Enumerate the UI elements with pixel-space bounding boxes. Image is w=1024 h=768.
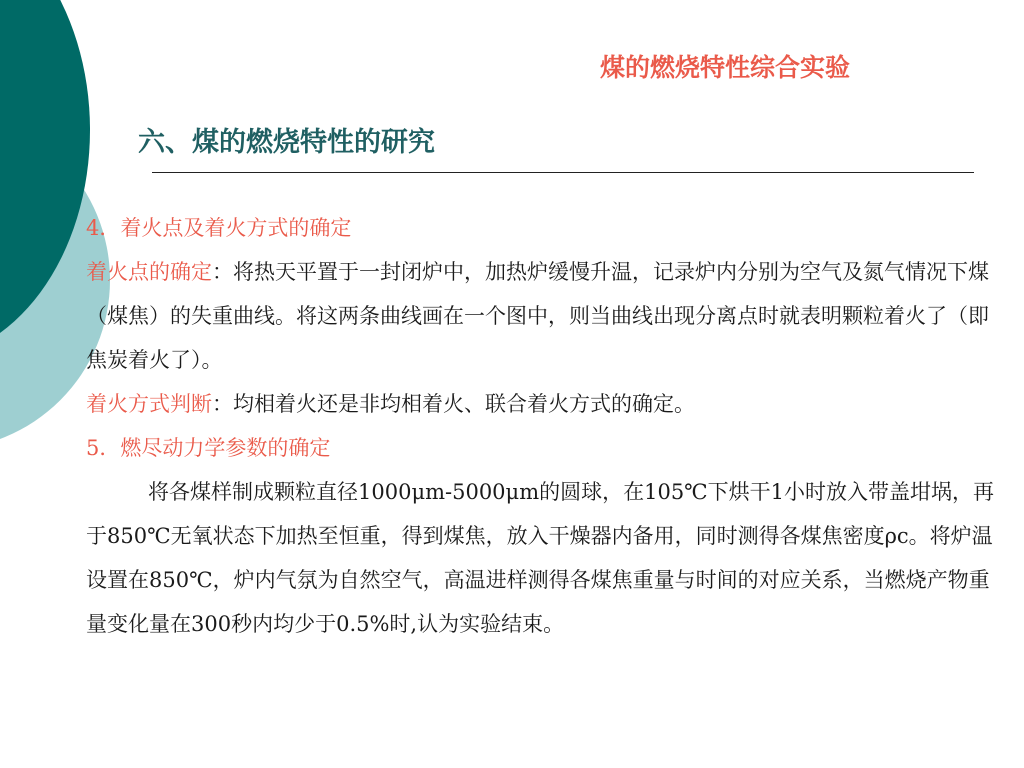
ignition-mode-label: 着火方式判断 bbox=[86, 392, 212, 416]
ignition-point-label: 着火点的确定 bbox=[86, 260, 212, 284]
slide-content bbox=[86, 206, 998, 646]
ignition-mode-text: ：均相着火还是非均相着火、联合着火方式的确定。 bbox=[212, 392, 695, 416]
slide-header-title: 煤的燃烧特性综合实验 bbox=[600, 53, 851, 82]
item4-heading: 4．着火点及着火方式的确定 bbox=[86, 216, 352, 240]
section-title: 六、煤的燃烧特性的研究 bbox=[138, 127, 435, 158]
ignition-point-paragraph bbox=[86, 250, 998, 382]
item5-heading: 5．燃尽动力学参数的确定 bbox=[86, 436, 331, 460]
ignition-mode-paragraph bbox=[86, 382, 998, 426]
item5-paragraph: 将各煤样制成颗粒直径1000μm-5000μm的圆球，在105℃下烘干1小时放入带盖坩埚，再于850℃无氧状态下加热至恒重，得到煤焦，放入干燥器内备用，同时测得各煤焦密度ρc。将炉温设置在850℃，炉内气氛为自然空气，高温进样测得各煤焦重量与时间的对应关系，当燃烧产物重量变化量在300秒内均少于0.5%时,认为实验结束。 bbox=[86, 480, 995, 636]
ignition-point-text: ：将热天平置于一封闭炉中，加热炉缓慢升温，记录炉内分别为空气及氮气情况下煤（煤焦）的失重曲线。将这两条曲线画在一个图中，则当曲线出现分离点时就表明颗粒着火了（即焦炭着火了）。 bbox=[86, 260, 989, 372]
title-divider bbox=[152, 172, 974, 173]
